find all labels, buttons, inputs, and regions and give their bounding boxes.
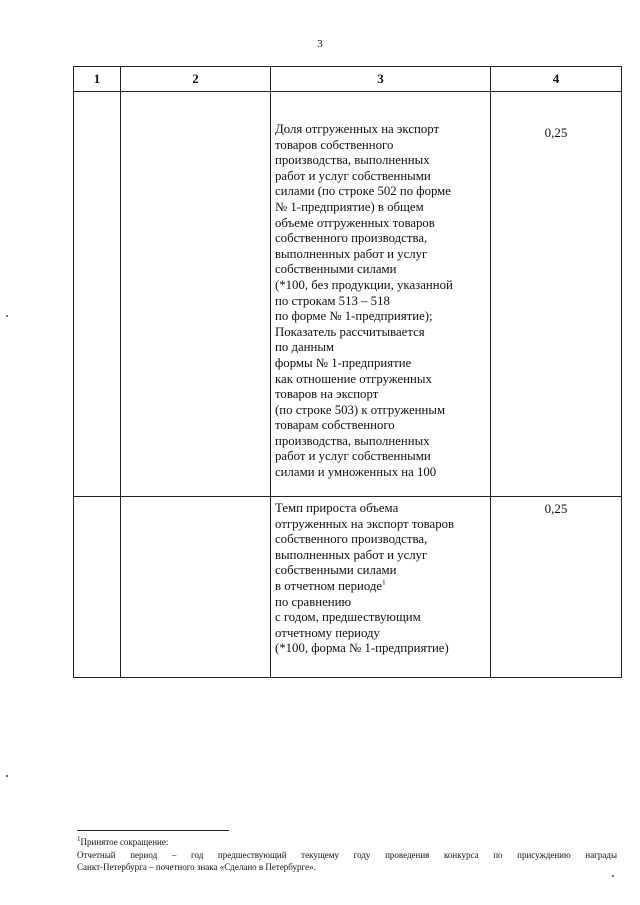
row2-indicator-cell xyxy=(271,497,491,678)
text-line: собственными силами xyxy=(275,563,397,578)
text-line: работ и услуг собственными xyxy=(275,168,431,183)
text-line: Показатель рассчитывается xyxy=(275,324,425,339)
row2-col1-cell xyxy=(74,497,121,678)
footnote-text-line2: Санкт-Петербурга – почетного знака «Сделано в Петербурге». xyxy=(77,862,316,872)
footnote-text-line1: Отчетный период – год предшествующий текущему году проведения конкурса по присуждению награды xyxy=(77,849,617,860)
text-line: по строкам 513 – 518 xyxy=(275,293,390,308)
text-line: производства, выполненных xyxy=(275,433,430,448)
text-line: отчетному периоду xyxy=(275,625,380,640)
text-line: объеме отгруженных товаров xyxy=(275,215,435,230)
table-row xyxy=(74,92,622,497)
text-line: работ и услуг собственными xyxy=(275,449,431,464)
text-line: Доля отгруженных на экспорт xyxy=(275,122,440,136)
text-line: собственного производства, xyxy=(275,532,428,547)
criteria-table xyxy=(73,66,622,678)
table-header-row xyxy=(74,67,622,92)
row2-weight-cell xyxy=(491,497,622,678)
footnote xyxy=(77,836,617,874)
scan-speck xyxy=(612,875,614,877)
scan-speck xyxy=(6,315,8,317)
text-line: товаров на экспорт xyxy=(275,387,379,402)
footnote-marker: 1 xyxy=(382,578,386,587)
text-line: собственного производства, xyxy=(275,231,428,246)
scan-speck xyxy=(6,775,8,777)
header-col-3: 3 xyxy=(271,67,491,92)
text-line-content: в отчетном периоде xyxy=(275,578,383,593)
row1-indicator-text xyxy=(271,92,490,485)
text-line: по сравнению xyxy=(275,594,352,609)
row2-col2-cell xyxy=(121,497,271,678)
text-line: с годом, предшествующим xyxy=(275,610,421,625)
text-line: производства, выполненных xyxy=(275,153,430,168)
footnote-title: $^1$Принятое сокращение: xyxy=(77,835,169,847)
text-line: силами и умноженных на 100 xyxy=(275,465,437,480)
text-line: товаров собственного xyxy=(275,137,394,152)
page-number: 3 xyxy=(317,38,323,50)
text-line xyxy=(275,579,486,595)
text-line: по форме № 1-предприятие); xyxy=(275,309,433,324)
footnote-separator xyxy=(77,830,229,831)
header-col-2: 2 xyxy=(121,67,271,92)
text-line: (*100, без продукции, указанной xyxy=(275,277,453,292)
table-row xyxy=(74,497,622,678)
text-line: отгруженных на экспорт товаров xyxy=(275,516,455,531)
text-line: силами (по строке 502 по форме xyxy=(275,184,451,199)
text-line: (*100, форма № 1-предприятие) xyxy=(275,641,449,656)
row1-weight-cell xyxy=(491,92,622,497)
text-line: как отношение отгруженных xyxy=(275,371,432,386)
text-line: выполненных работ и услуг xyxy=(275,547,428,562)
row1-col2-cell xyxy=(121,92,271,497)
text-line: товарам собственного xyxy=(275,418,395,433)
row1-indicator-cell xyxy=(271,92,491,497)
text-line: (по строке 503) к отгруженным xyxy=(275,402,446,417)
row2-weight-value: 0,25 xyxy=(544,501,568,516)
row1-weight-value: 0,25 xyxy=(544,125,568,140)
text-line: по данным xyxy=(275,340,335,355)
text-line: собственными силами xyxy=(275,262,397,277)
row2-indicator-text xyxy=(271,497,490,661)
text-line: № 1-предприятие) в общем xyxy=(275,199,424,214)
text-line: Темп прироста объема xyxy=(275,501,399,515)
header-col-4: 4 xyxy=(491,67,622,92)
row1-col1-cell xyxy=(74,92,121,497)
footnote-marker: 1 xyxy=(77,835,81,843)
header-col-1: 1 xyxy=(74,67,121,92)
text-line: формы № 1-предприятие xyxy=(275,355,412,370)
text-line: выполненных работ и услуг xyxy=(275,246,428,261)
